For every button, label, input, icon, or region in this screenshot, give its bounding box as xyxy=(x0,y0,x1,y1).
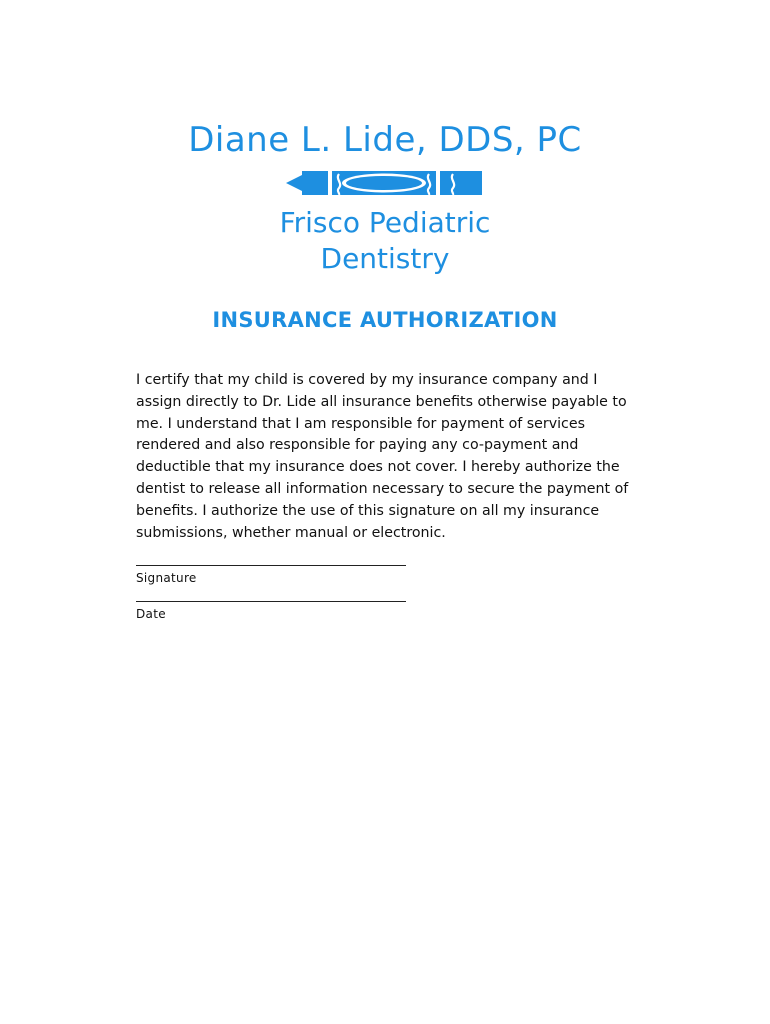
date-field[interactable] xyxy=(136,601,406,621)
authorization-statement: I certify that my child is covered by my insurance company and I assign directly to Dr. Lide all insurance benefits otherwise payable to me. I understand that I am responsible for payment of services rendered and also responsible for paying any co-payment and deductible that my insurance does not cover. I hereby authorize the dentist to release all information necessary to secure the payment of benefits. I authorize the use of this signature on all my insurance submissions, whether manual or electronic. xyxy=(136,372,629,541)
document-title: INSURANCE AUTHORIZATION xyxy=(212,308,558,332)
date-label: Date xyxy=(136,607,166,621)
date-line[interactable] xyxy=(136,601,406,602)
crayon-icon xyxy=(286,168,484,198)
practice-name: Diane L. Lide, DDS, PC xyxy=(188,120,582,160)
subtitle-line-1: Frisco Pediatric xyxy=(279,206,491,239)
practice-subtitle xyxy=(0,205,770,277)
signature-field[interactable] xyxy=(136,565,406,585)
subtitle-line-2: Dentistry xyxy=(320,242,450,275)
signature-line[interactable] xyxy=(136,565,406,566)
signature-label: Signature xyxy=(136,571,197,585)
